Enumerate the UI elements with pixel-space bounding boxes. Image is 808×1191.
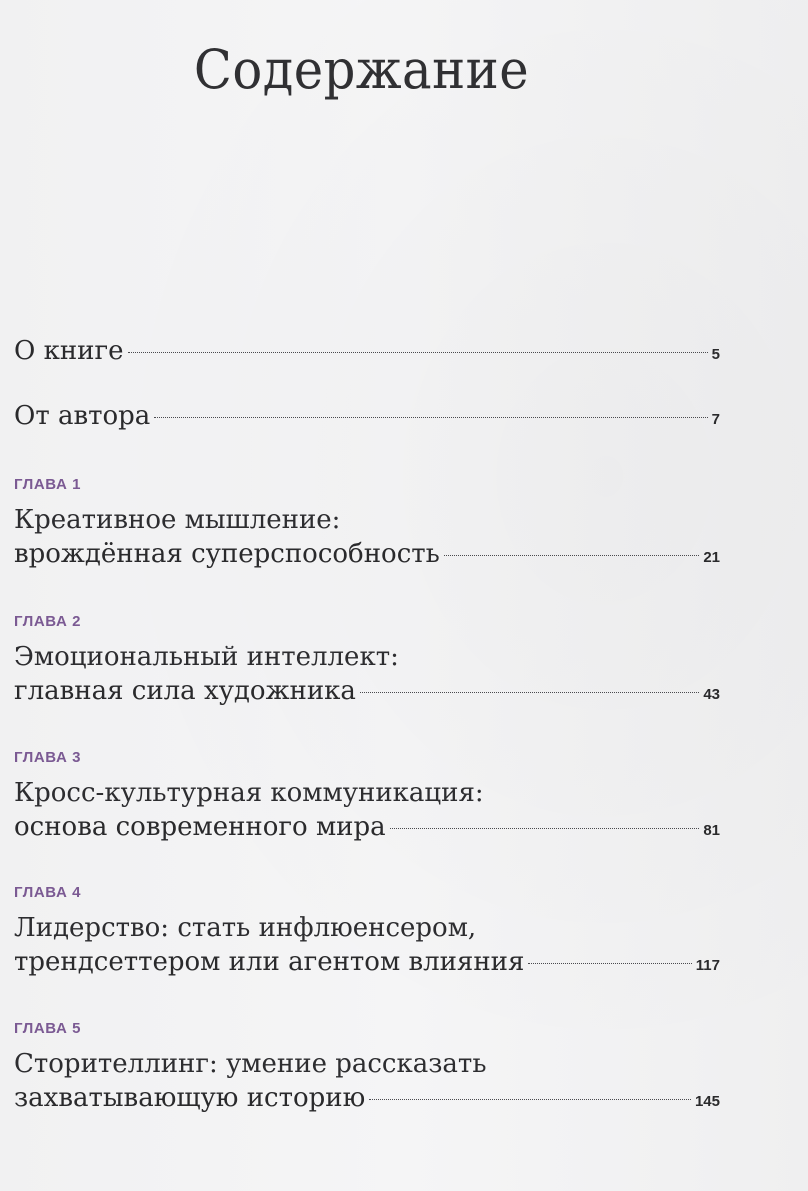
- chapter-label: ГЛАВА 2: [14, 613, 82, 630]
- dot-leader: [390, 828, 700, 829]
- page-title: Содержание: [193, 38, 530, 101]
- toc-entry-line: [14, 674, 720, 708]
- dot-leader: [128, 352, 708, 353]
- toc-entry-chapter-2: [14, 612, 720, 708]
- chapter-title-line: захватывающую историю: [14, 1083, 366, 1113]
- dot-leader: [528, 963, 691, 964]
- toc-entry-title: О книге: [14, 336, 124, 366]
- toc-entry-chapter-5: [14, 1019, 720, 1115]
- toc-entry-chapter-1: [14, 475, 720, 571]
- toc-entry-from-author: [14, 399, 720, 433]
- page-number: 145: [694, 1093, 720, 1110]
- chapter-label: ГЛАВА 4: [14, 884, 82, 901]
- page-number: 5: [711, 346, 720, 363]
- toc-entry-chapter-3: [14, 748, 720, 844]
- dot-leader: [154, 417, 707, 418]
- toc-entry-line: [14, 399, 720, 433]
- toc-entry-line: [14, 334, 720, 368]
- toc-entry-title: От автора: [14, 401, 151, 431]
- chapter-title-line: главная сила художника: [14, 676, 356, 706]
- chapter-title-line: трендсеттером или агентом влияния: [14, 947, 525, 977]
- toc-entry-about-book: [14, 334, 720, 368]
- chapter-title-line: Сторителлинг: умение рассказать: [14, 1049, 487, 1079]
- chapter-label: ГЛАВА 3: [14, 749, 82, 766]
- chapter-title-line: Эмоциональный интеллект:: [14, 642, 399, 672]
- chapter-title-line: врождённая суперспособность: [14, 539, 440, 569]
- dot-leader: [369, 1099, 691, 1100]
- page-number: 43: [703, 686, 720, 703]
- chapter-label: ГЛАВА 1: [14, 476, 82, 493]
- dot-leader: [360, 692, 699, 693]
- page-number: 21: [703, 549, 720, 566]
- chapter-title-line: Лидерство: стать инфлюенсером,: [14, 913, 477, 943]
- toc-entry-line: [14, 945, 720, 979]
- chapter-title-line: Креативное мышление:: [14, 505, 341, 535]
- toc-entry-line: [14, 1081, 720, 1115]
- chapter-title-line: Кросс-культурная коммуникация:: [14, 778, 484, 808]
- toc-entry-line: [14, 810, 720, 844]
- page-number: 81: [703, 822, 720, 839]
- chapter-title-line: основа современного мира: [14, 812, 386, 842]
- page-number: 7: [711, 411, 720, 428]
- toc-entry-line: [14, 537, 720, 571]
- toc-entry-chapter-4: [14, 883, 720, 979]
- chapter-label: ГЛАВА 5: [14, 1020, 82, 1037]
- dot-leader: [444, 555, 700, 556]
- page-number: 117: [695, 957, 720, 974]
